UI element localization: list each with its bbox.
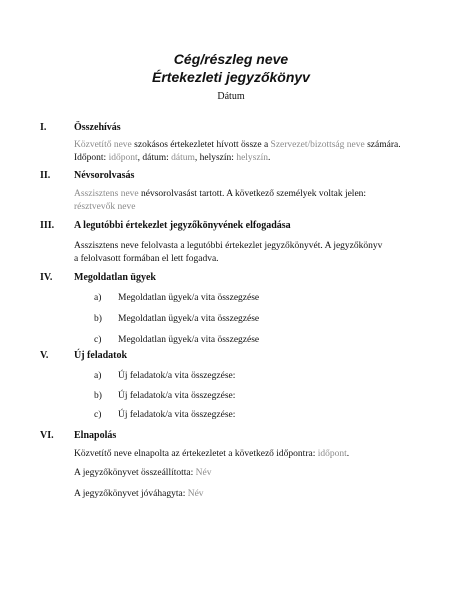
meeting-date[interactable]: Dátum <box>217 91 245 102</box>
roll-call-paragraph <box>74 188 424 214</box>
list-marker: a) <box>94 371 102 381</box>
call-to-order-line-1 <box>74 139 424 152</box>
list-item-text: Megoldatlan ügyek/a vita összegzése <box>118 335 260 345</box>
section-title: Új feladatok <box>74 350 128 361</box>
section-number: I. <box>40 122 47 133</box>
approved-by-placeholder[interactable]: Név <box>187 489 204 499</box>
static-text: névsorolvasást tartott. A következő személyek voltak jelen: <box>138 189 367 199</box>
section-title: Összehívás <box>74 122 121 133</box>
approval-line-2[interactable]: a felolvasott formában el lett fogadva. <box>74 254 219 264</box>
static-text: . <box>346 449 350 459</box>
list-item-text: Megoldatlan ügyek/a vita összegzése <box>118 293 260 303</box>
organization-placeholder[interactable]: Szervezet/bizottság neve <box>270 140 365 150</box>
list-marker: a) <box>94 293 102 303</box>
static-text: számára. <box>364 140 401 150</box>
list-marker: c) <box>94 410 102 420</box>
date-placeholder[interactable]: dátum <box>171 153 195 163</box>
prepared-by-line <box>74 467 424 480</box>
time-placeholder[interactable]: időpont <box>108 153 138 163</box>
list-item-text: Új feladatok/a vita összegzése: <box>118 391 236 401</box>
attendees-placeholder[interactable]: résztvevők neve <box>74 202 136 212</box>
static-text: Közvetítő neve elnapolta az értekezletet a következő időpontra: <box>74 449 318 459</box>
list-item-text: Új feladatok/a vita összegzése: <box>118 371 236 381</box>
approval-line-1[interactable]: Asszisztens neve felolvasta a legutóbbi értekezlet jegyzőkönyvét. A jegyzőkönyv <box>74 241 383 251</box>
roll-call-line-1 <box>74 188 424 201</box>
section-title: Elnapolás <box>74 430 117 441</box>
prepared-by-label: A jegyzőkönyvet összeállította: <box>74 468 196 478</box>
list-marker: c) <box>94 335 102 345</box>
roll-call-line-2 <box>74 201 424 214</box>
static-text: . <box>267 153 271 163</box>
call-to-order-paragraph <box>74 139 424 165</box>
static-text: szokásos értekezletet hívott össze a <box>131 140 271 150</box>
company-name[interactable]: Cég/részleg neve <box>173 51 289 67</box>
section-title: Megoldatlan ügyek <box>74 272 156 283</box>
list-item-text: Új feladatok/a vita összegzése: <box>118 410 236 420</box>
section-title: Névsorolvasás <box>74 170 135 181</box>
approved-by-label: A jegyzőkönyvet jóváhagyta: <box>74 489 188 499</box>
static-text: , dátum: <box>137 153 172 163</box>
approved-by-line <box>74 488 424 501</box>
assistant-placeholder[interactable]: Asszisztens neve <box>74 189 139 199</box>
section-number: V. <box>40 350 49 361</box>
list-marker: b) <box>94 314 102 324</box>
section-number: IV. <box>40 272 53 283</box>
time-placeholder[interactable]: időpont <box>317 449 347 459</box>
location-placeholder[interactable]: helyszín <box>236 153 268 163</box>
convener-placeholder[interactable]: Közvetítő neve <box>74 140 132 150</box>
call-to-order-line-2 <box>74 152 424 165</box>
approval-paragraph <box>74 240 424 266</box>
section-title: A legutóbbi értekezlet jegyzőkönyvének elfogadása <box>74 220 291 231</box>
adjournment-paragraph <box>74 448 424 461</box>
list-marker: b) <box>94 391 102 401</box>
section-number: VI. <box>40 430 54 441</box>
list-item-text: Megoldatlan ügyek/a vita összegzése <box>118 314 260 324</box>
document-title[interactable]: Értekezleti jegyzőkönyv <box>152 69 310 85</box>
section-number: II. <box>40 170 51 181</box>
section-number: III. <box>40 220 55 231</box>
prepared-by-placeholder[interactable]: Név <box>195 468 212 478</box>
static-text: Időpont: <box>74 153 109 163</box>
static-text: , helyszín: <box>194 153 237 163</box>
